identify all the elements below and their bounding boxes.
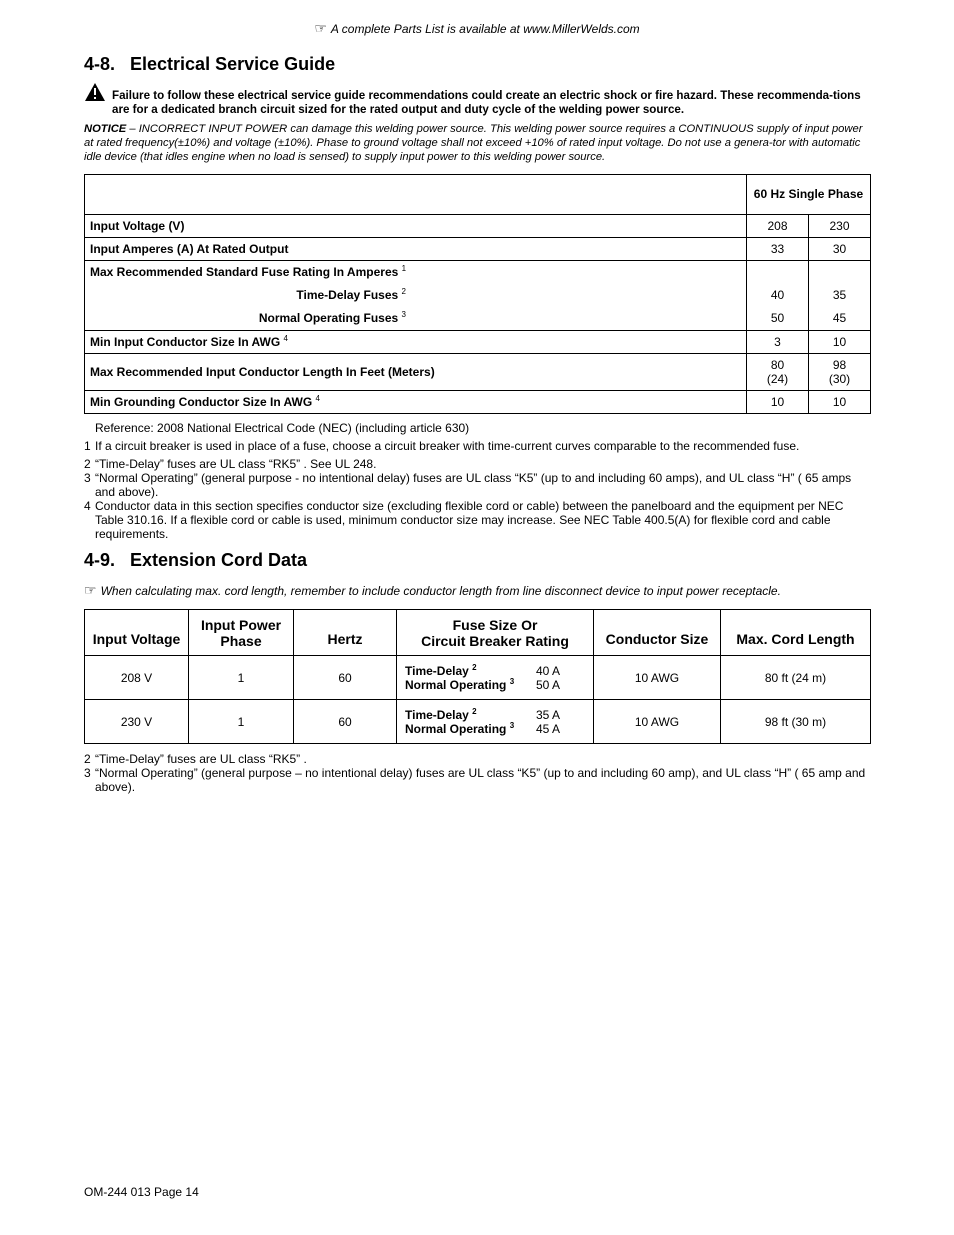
header-input-voltage: Input Voltage [85, 610, 189, 656]
notice-label: NOTICE [84, 123, 127, 135]
pointing-hand-icon: ☞ [314, 20, 327, 36]
header-fuse-size: Fuse Size Or Circuit Breaker Rating [397, 610, 594, 656]
table-header-row [85, 610, 871, 656]
cell-value: 35 45 [809, 261, 871, 331]
cell-value: 80 (24) [747, 354, 809, 391]
row-label: Max Recommended Standard Fuse Rating In Amperes $^1$ Time-Delay Fuses $^2$ Normal Operating Fuses $^3$ [85, 261, 747, 331]
table-row [85, 238, 871, 261]
footnote: 3 “Normal Operating” (general purpose - no intentional delay) fuses are UL class “K5” (up to and including 60 amps), and UL class “H” ( 65 amps and above). [84, 471, 852, 499]
parts-list-note: ☞ A complete Parts List is available at www.MillerWelds.com [314, 20, 640, 36]
cell-conductor: 10 AWG [594, 700, 721, 744]
header-input-power-phase: Input Power Phase [189, 610, 294, 656]
cell-value: 3 [747, 331, 809, 354]
cell-phase: 1 [189, 656, 294, 700]
cord-footnote-list [84, 752, 872, 794]
cell-fuse: Time-Delay $^2$ Normal Operating $^3$ 40 A 50 A [397, 656, 594, 700]
cell-value: 33 [747, 238, 809, 261]
table-row [85, 656, 871, 700]
row-label: Input Amperes (A) At Rated Output [85, 238, 747, 261]
cell-value: 10 [809, 391, 871, 414]
cell-fuse: Time-Delay $^2$ Normal Operating $^3$ 35 A 45 A [397, 700, 594, 744]
section-title-electrical-service: 4-8. Electrical Service Guide [84, 54, 336, 74]
warning-text: Failure to follow these electrical service guide recommendations could create an electric shock or fire hazard. These recommenda-tions are for a dedicated branch circuit sized for the rated output and duty cycle of the welding power source. [112, 89, 861, 116]
row-label: Max Recommended Input Conductor Length In Feet (Meters) [85, 354, 747, 391]
cell-voltage: 208 V [85, 656, 189, 700]
cell-length: 98 ft (30 m) [721, 700, 871, 744]
table-header-60hz: 60 Hz Single Phase [747, 175, 871, 215]
extension-cord-table [84, 609, 871, 744]
section-title-extension-cord: 4-9. Extension Cord Data [84, 550, 308, 570]
notice-text: – INCORRECT INPUT POWER can damage this welding power source. This welding power source requires a CONTINUOUS supply of input power at rated frequency(±10%) and voltage (±10%). Phase to ground voltage shall not exceed +10% of rated input voltage. Do not use a genera-tor with automatic idle device (that idles engine when no load is sensed) to supply input power to this welding power source. [84, 123, 863, 163]
row-label: Min Grounding Conductor Size In AWG $^4$ [85, 391, 747, 414]
row-label: Min Input Conductor Size In AWG $^4$ [85, 331, 747, 354]
notice-paragraph [84, 122, 872, 164]
cell-length: 80 ft (24 m) [721, 656, 871, 700]
cell-value: 30 [809, 238, 871, 261]
cell-value: 230 [809, 215, 871, 238]
table-corner [85, 175, 747, 215]
cell-hertz: 60 [294, 656, 397, 700]
cell-value: 98 (30) [809, 354, 871, 391]
table-row [85, 331, 871, 354]
header-conductor-size: Conductor Size [594, 610, 721, 656]
table-row [85, 391, 871, 414]
cell-hertz: 60 [294, 700, 397, 744]
electrical-service-table [84, 174, 871, 414]
table-row-fuse [85, 261, 871, 331]
nec-reference: Reference: 2008 National Electrical Code (NEC) (including article 630) [95, 421, 470, 435]
footnote: 2 “Time-Delay” fuses are UL class “RK5” . See UL 248. [84, 457, 377, 471]
footnote: 1 If a circuit breaker is used in place of a fuse, choose a circuit breaker with time-current curves comparable to the recommended fuse. [84, 439, 800, 453]
cell-voltage: 230 V [85, 700, 189, 744]
cell-value: 10 [747, 391, 809, 414]
pointing-hand-icon: ☞ [84, 582, 97, 598]
header-hertz: Hertz [294, 610, 397, 656]
cord-length-note: ☞ When calculating max. cord length, remember to include conductor length from line disconnect device to input power receptacle. [84, 582, 781, 598]
header-max-cord-length: Max. Cord Length [721, 610, 871, 656]
table-row [85, 700, 871, 744]
table-row [85, 215, 871, 238]
row-label: Input Voltage (V) [85, 215, 747, 238]
footnote: 3 “Normal Operating” (general purpose – no intentional delay) fuses are UL class “K5” (up to and including 60 amp), and UL class “H” ( 65 amp and above). [84, 766, 866, 794]
footnote-list [84, 439, 872, 541]
page-footer: OM-244 013 Page 14 [84, 1185, 199, 1199]
table-row [85, 354, 871, 391]
footnote: 2 “Time-Delay” fuses are UL class “RK5” . [84, 752, 307, 766]
cell-value: 10 [809, 331, 871, 354]
warning-icon [84, 82, 106, 102]
cell-value: 40 50 [747, 261, 809, 331]
cell-conductor: 10 AWG [594, 656, 721, 700]
cell-phase: 1 [189, 700, 294, 744]
cell-value: 208 [747, 215, 809, 238]
footnote: 4 Conductor data in this section specifies conductor size (excluding flexible cord or cable) between the panelboard and the equipment per NEC Table 310.16. If a flexible cord or cable is used, minimum conductor size may increase. See NEC Table 400.5(A) for flexible cord and cable requirements. [84, 499, 844, 541]
